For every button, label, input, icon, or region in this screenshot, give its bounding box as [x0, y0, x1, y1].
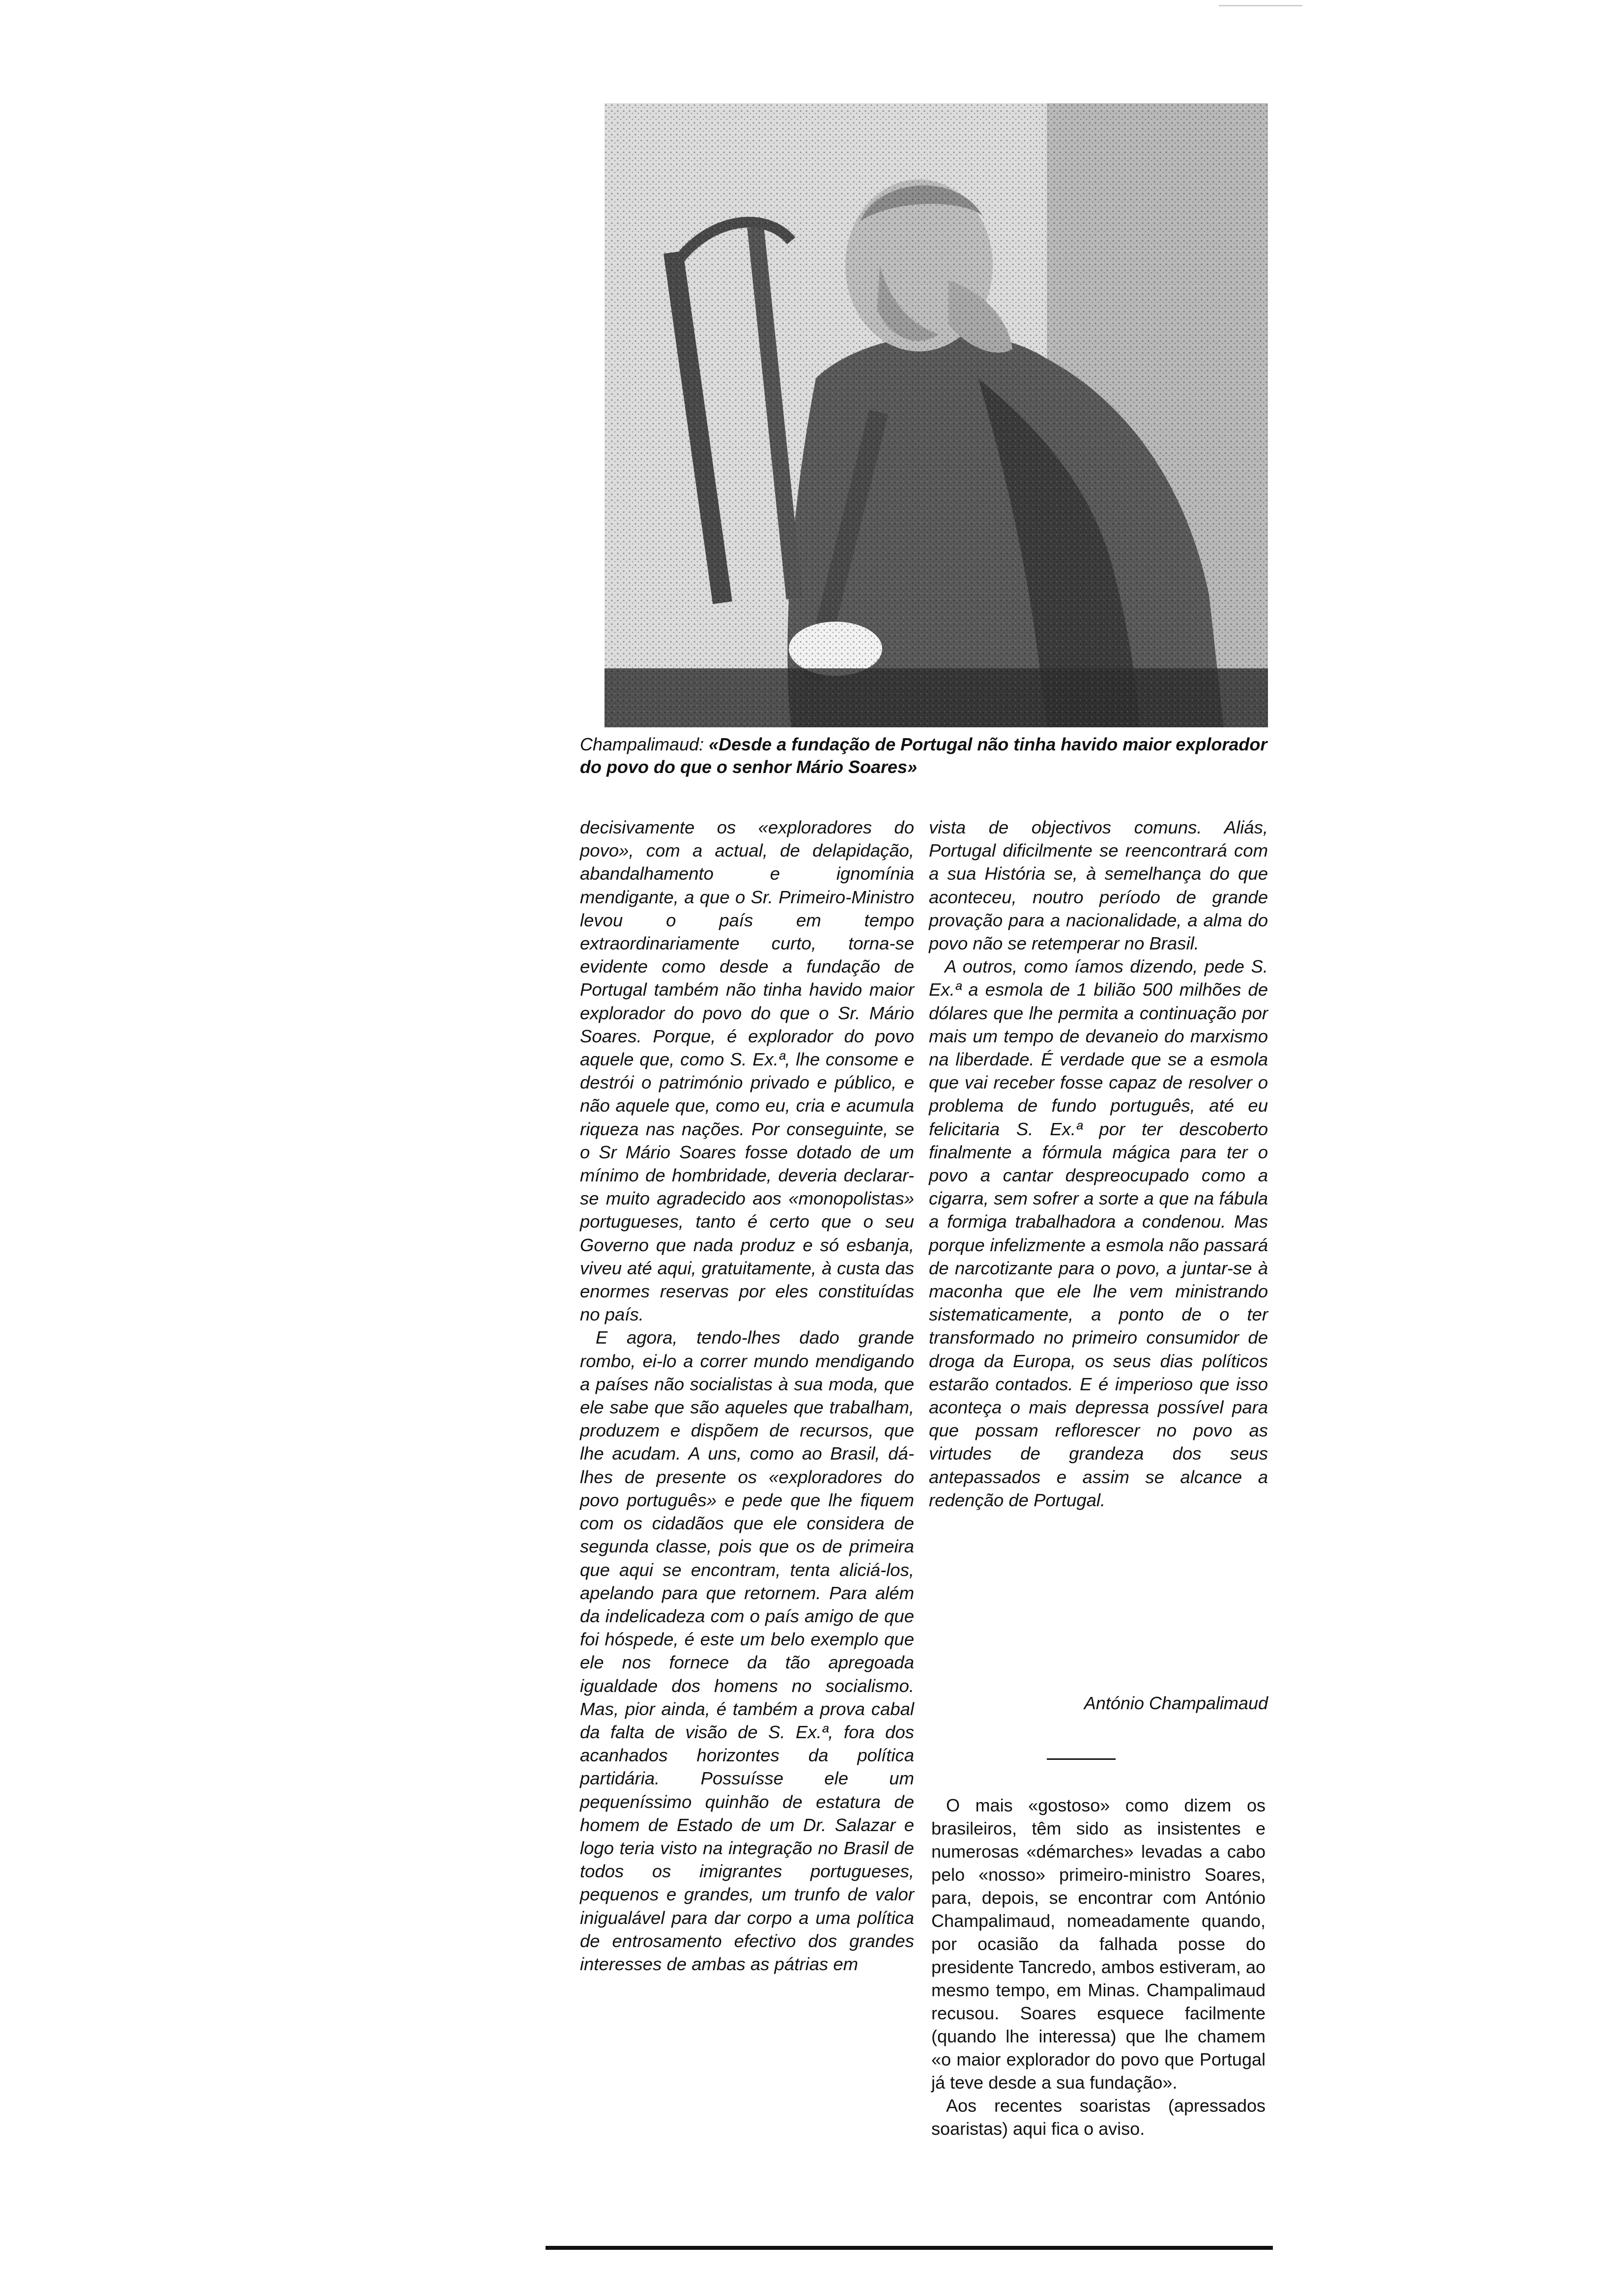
article-paragraph: E agora, tendo-lhes dado grande rombo, ei-lo a correr mundo mendigando a países não socialistas à sua moda, que ele sabe que são aqueles que trabalham, produzem e dispõem de recursos, que lhe acudam. A uns, como ao Brasil, dá-lhes de presente os «exploradores do povo português» e pede que lhe fiquem com os cidadãos que ele considera de segunda classe, pois que os de primeira que aqui se encontram, tenta aliciá-los, apelando para que retornem. Para além da indelicadeza com o país amigo de que foi hóspede, é este um belo exemplo que ele nos fornece da tão apregoada igualdade dos homens no socialismo. Mas, pior ainda, é também a prova cabal da falta de visão de S. Ex.ª, fora dos acanhados horizontes da política partidária. Possuísse ele um pequeníssimo quinhão de estatura de homem de Estado de um Dr. Salazar e logo teria visto na integração no Brasil de todos os imigrantes portugueses, pequenos e grandes, um trunfo de valor inigualável para dar corpo a uma política de entrosamento efectivo dos grandes interesses de ambas as pátrias em [580, 1327, 914, 1974]
portrait-illustration [604, 103, 1268, 727]
sidebar-paragraph: O mais «gostoso» como dizem os brasileiros, têm sido as insistentes e numerosas «démarches» levadas a cabo pelo «nosso» primeiro-ministro Soares, para, depois, se encontrar com António Champalimaud, nomeadamente quando, por ocasião da falhada posse do presidente Tancredo, ambos estiveram, ao mesmo tempo, em Minas. Champalimaud recusou. Soares esquece facilmente (quando lhe interessa) que lhe chamem «o maior explorador do povo que Portugal já teve desde a sua fundação». [931, 1795, 1266, 2093]
sidebar-note [931, 1794, 1266, 2140]
sidebar-paragraph: Aos recentes soaristas (apressados soaristas) aqui fica o aviso. [931, 2095, 1266, 2139]
article-paragraph: A outros, como íamos dizendo, pede S. Ex.ª a esmola de 1 bilião 500 milhões de dólares que lhe permita a continuação por mais um tempo de devaneio do marxismo na liberdade. É verdade que se a esmola que vai receber fosse capaz de resolver o problema de fundo português, até eu felicitaria S. Ex.ª por ter descoberto finalmente a fórmula mágica para ter o povo a cantar despreocupado como a cigarra, sem sofrer a sorte a que na fábula a formiga trabalhadora a condenou. Mas porque infelizmente a esmola não passará de narcotizante para o povo, a juntar-se à maconha que ele lhe vem ministrando sistematicamente, a ponto de o ter transformado no primeiro consumidor de droga da Europa, os seus dias políticos estarão contados. E é imperioso que isso aconteça o mais depressa possível para que possam reflorescer no povo as virtudes de grandeza dos seus antepassados e assim se alcance a redenção de Portugal. [929, 956, 1268, 1510]
article-paragraph: decisivamente os «exploradores do povo», com a actual, de delapidação, abandalhamento e ignomínia mendigante, a que o Sr. Primeiro-Ministro levou o país em tempo extraordinariamente curto, torna-se evidente como desde a fundação de Portugal também não tinha havido maior explorador do povo do que o Sr. Mário Soares. Porque, é explorador do povo aquele que, como S. Ex.ª, lhe consome e destrói o património privado e público, e não aquele que, como eu, cria e acumula riqueza nas nações. Por conseguinte, se o Sr Mário Soares fosse dotado de um mínimo de hombridade, deveria declarar-se muito agradecido aos «monopolistas» portugueses, tanto é certo que o seu Governo que nada produz e só esbanja, viveu até aqui, gratuitamente, à custa das enormes reservas por eles constituídas no país. [580, 817, 914, 1325]
section-divider [1047, 1758, 1116, 1760]
photo-caption [580, 733, 1273, 778]
portrait-photo [604, 103, 1268, 727]
caption-quote: «Desde a fundação de Portugal não tinha havido maior explorador do povo do que o senhor Mário Soares» [580, 734, 1267, 777]
caption-lead: Champalimaud: [580, 734, 709, 754]
article-column-1 [580, 816, 914, 1976]
bottom-rule [546, 2246, 1273, 2250]
article-column-2 [929, 816, 1268, 1512]
author-signature: António Champalimaud [1084, 1693, 1268, 1713]
scan-mark [1219, 5, 1302, 6]
article-paragraph: vista de objectivos comuns. Aliás, Portugal dificilmente se reencontrará com a sua História se, à semelhança do que aconteceu, noutro período de grande provação para a nacionalidade, a alma do povo não se retemperar no Brasil. [929, 817, 1268, 954]
